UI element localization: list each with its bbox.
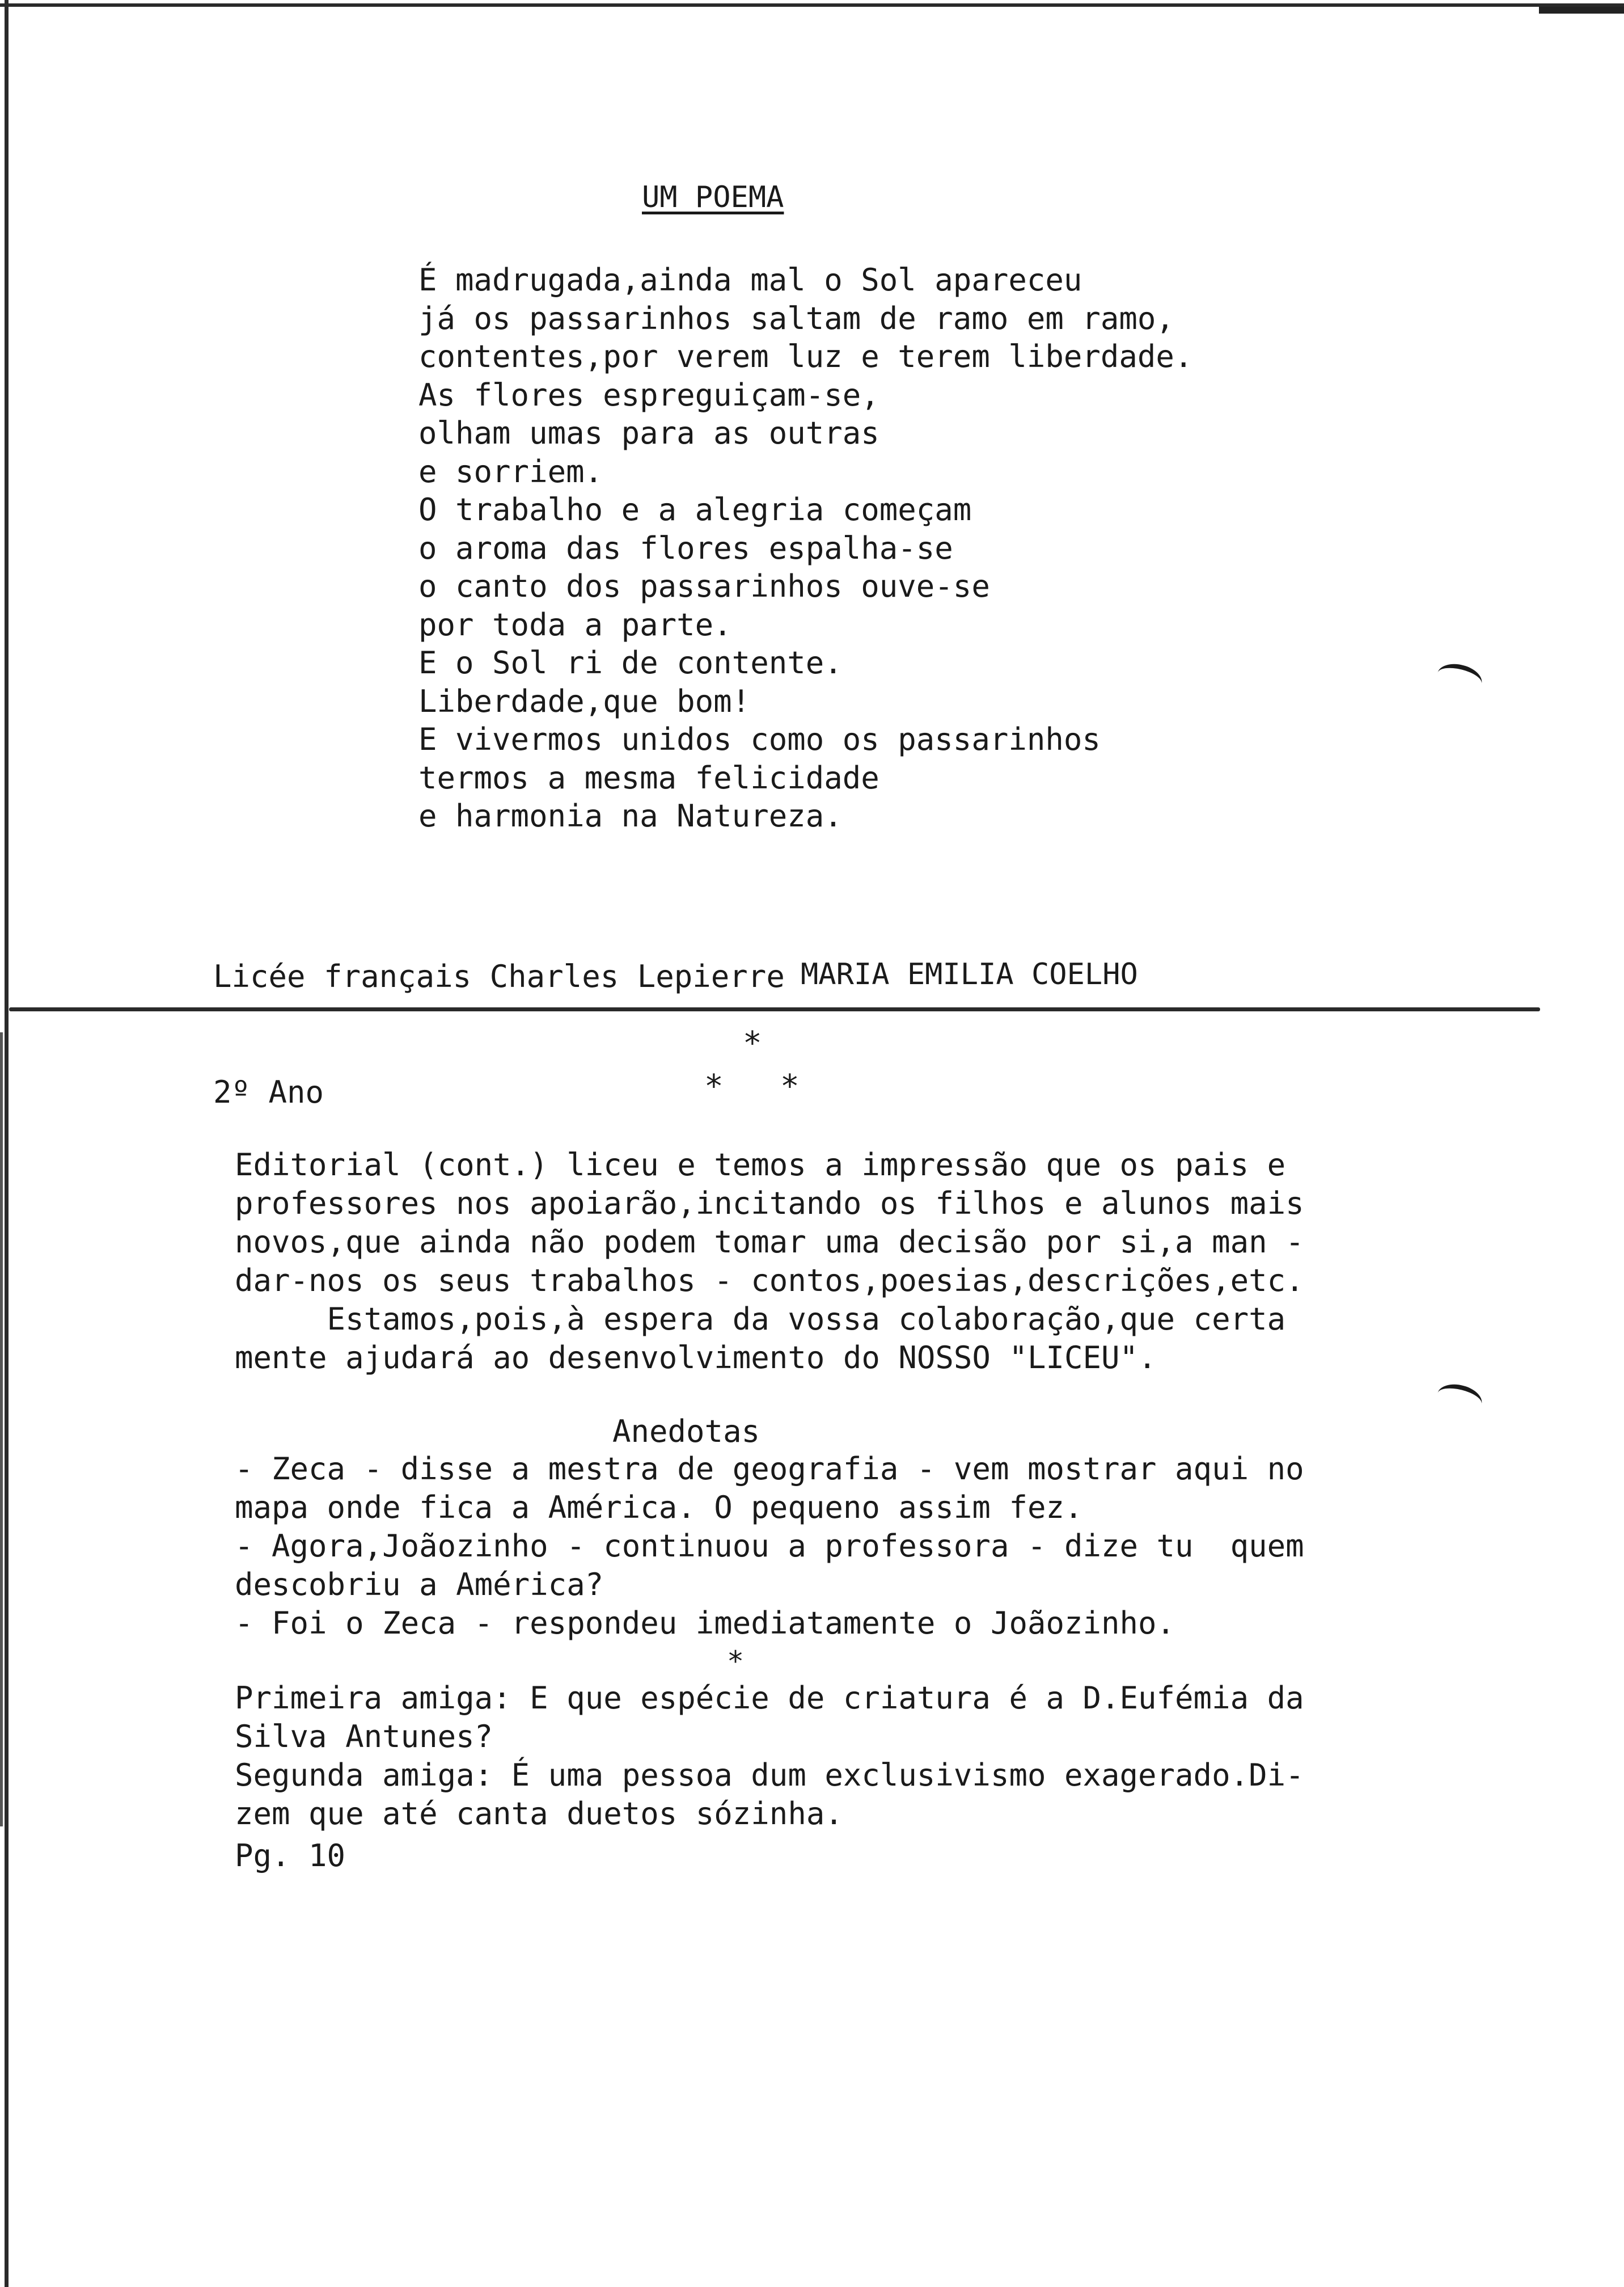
editorial-line: dar-nos os seus trabalhos - contos,poesias,descrições,etc. xyxy=(235,1263,1304,1298)
editorial-line: professores nos apoiarão,incitando os filhos e alunos mais xyxy=(235,1185,1304,1221)
poem-line: É madrugada,ainda mal o Sol apareceu xyxy=(418,262,1082,298)
separator-star: * xyxy=(780,1068,800,1105)
editorial-continuation xyxy=(235,1146,1304,1377)
anedota-line: mapa onde fica a América. O pequeno assim fez. xyxy=(235,1489,1083,1525)
poem-line: e sorriem. xyxy=(418,453,603,490)
anedota-line: - Zeca - disse a mestra de geografia - vem mostrar aqui no xyxy=(235,1451,1304,1487)
anedota-line: zem que até canta duetos sózinha. xyxy=(235,1796,843,1832)
poem-line: olham umas para as outras xyxy=(418,415,879,451)
editorial-line: novos,que ainda não podem tomar uma decisão por si,a man - xyxy=(235,1224,1304,1260)
poem-line: As flores espreguiçam-se, xyxy=(418,377,879,413)
separator-star: * xyxy=(743,1025,762,1062)
anedotas-heading: Anedotas xyxy=(612,1413,760,1449)
anedota-line: - Agora,Joãozinho - continuou a professora - dize tu quem xyxy=(235,1528,1304,1564)
poem-line: o canto dos passarinhos ouve-se xyxy=(418,568,990,604)
punch-hole-mark xyxy=(1434,660,1485,697)
anedota-line: Silva Antunes? xyxy=(235,1719,493,1754)
poem-line: e harmonia na Natureza. xyxy=(418,798,843,834)
scan-border-left-inner xyxy=(0,1032,3,1826)
school-name: Licée français Charles Lepierre xyxy=(213,959,785,994)
punch-hole-mark xyxy=(1434,1380,1485,1417)
school-year: 2º Ano xyxy=(213,1074,324,1110)
editorial-line: Editorial (cont.) liceu e temos a impressão que os pais e xyxy=(235,1147,1286,1183)
editorial-line: mente ajudará ao desenvolvimento do NOSSO "LICEU". xyxy=(235,1340,1157,1375)
poem-author: MARIA EMILIA COELHO xyxy=(801,957,1138,991)
editorial-line: Estamos,pois,à espera da vossa colaboração,que certa xyxy=(235,1301,1286,1337)
poem-line: o aroma das flores espalha-se xyxy=(418,530,953,566)
section-separator xyxy=(697,1025,811,1113)
anedota-line: Primeira amiga: E que espécie de criatura é a D.Eufémia da xyxy=(235,1680,1304,1716)
poem-line: já os passarinhos saltam de ramo em ramo, xyxy=(418,300,1174,336)
scan-border-top-right xyxy=(1539,7,1624,14)
anedota-2 xyxy=(235,1679,1304,1833)
poem-title: UM POEMA xyxy=(642,180,784,214)
anedota-1 xyxy=(235,1450,1304,1643)
separator-star: * xyxy=(704,1068,724,1105)
anedota-separator-star: * xyxy=(727,1645,745,1678)
poem-line: E vivermos unidos como os passarinhos xyxy=(418,721,1101,757)
page-number: Pg. 10 xyxy=(235,1838,346,1874)
poem-line: Liberdade,que bom! xyxy=(418,683,751,719)
poem-line: O trabalho e a alegria começam xyxy=(418,492,972,528)
poem-line: E o Sol ri de contente. xyxy=(418,645,843,681)
poem-body xyxy=(418,261,1192,836)
scan-border-top xyxy=(0,3,1624,7)
poem-line: contentes,por verem luz e terem liberdade. xyxy=(418,339,1193,374)
poem-line: termos a mesma felicidade xyxy=(418,759,879,796)
poem-line: por toda a parte. xyxy=(418,606,732,643)
scan-border-left xyxy=(5,0,9,2287)
anedota-line: Segunda amiga: É uma pessoa dum exclusivismo exagerado.Di- xyxy=(235,1757,1304,1793)
anedota-line: - Foi o Zeca - respondeu imediatamente o Joãozinho. xyxy=(235,1605,1175,1641)
anedota-line: descobriu a América? xyxy=(235,1567,604,1602)
